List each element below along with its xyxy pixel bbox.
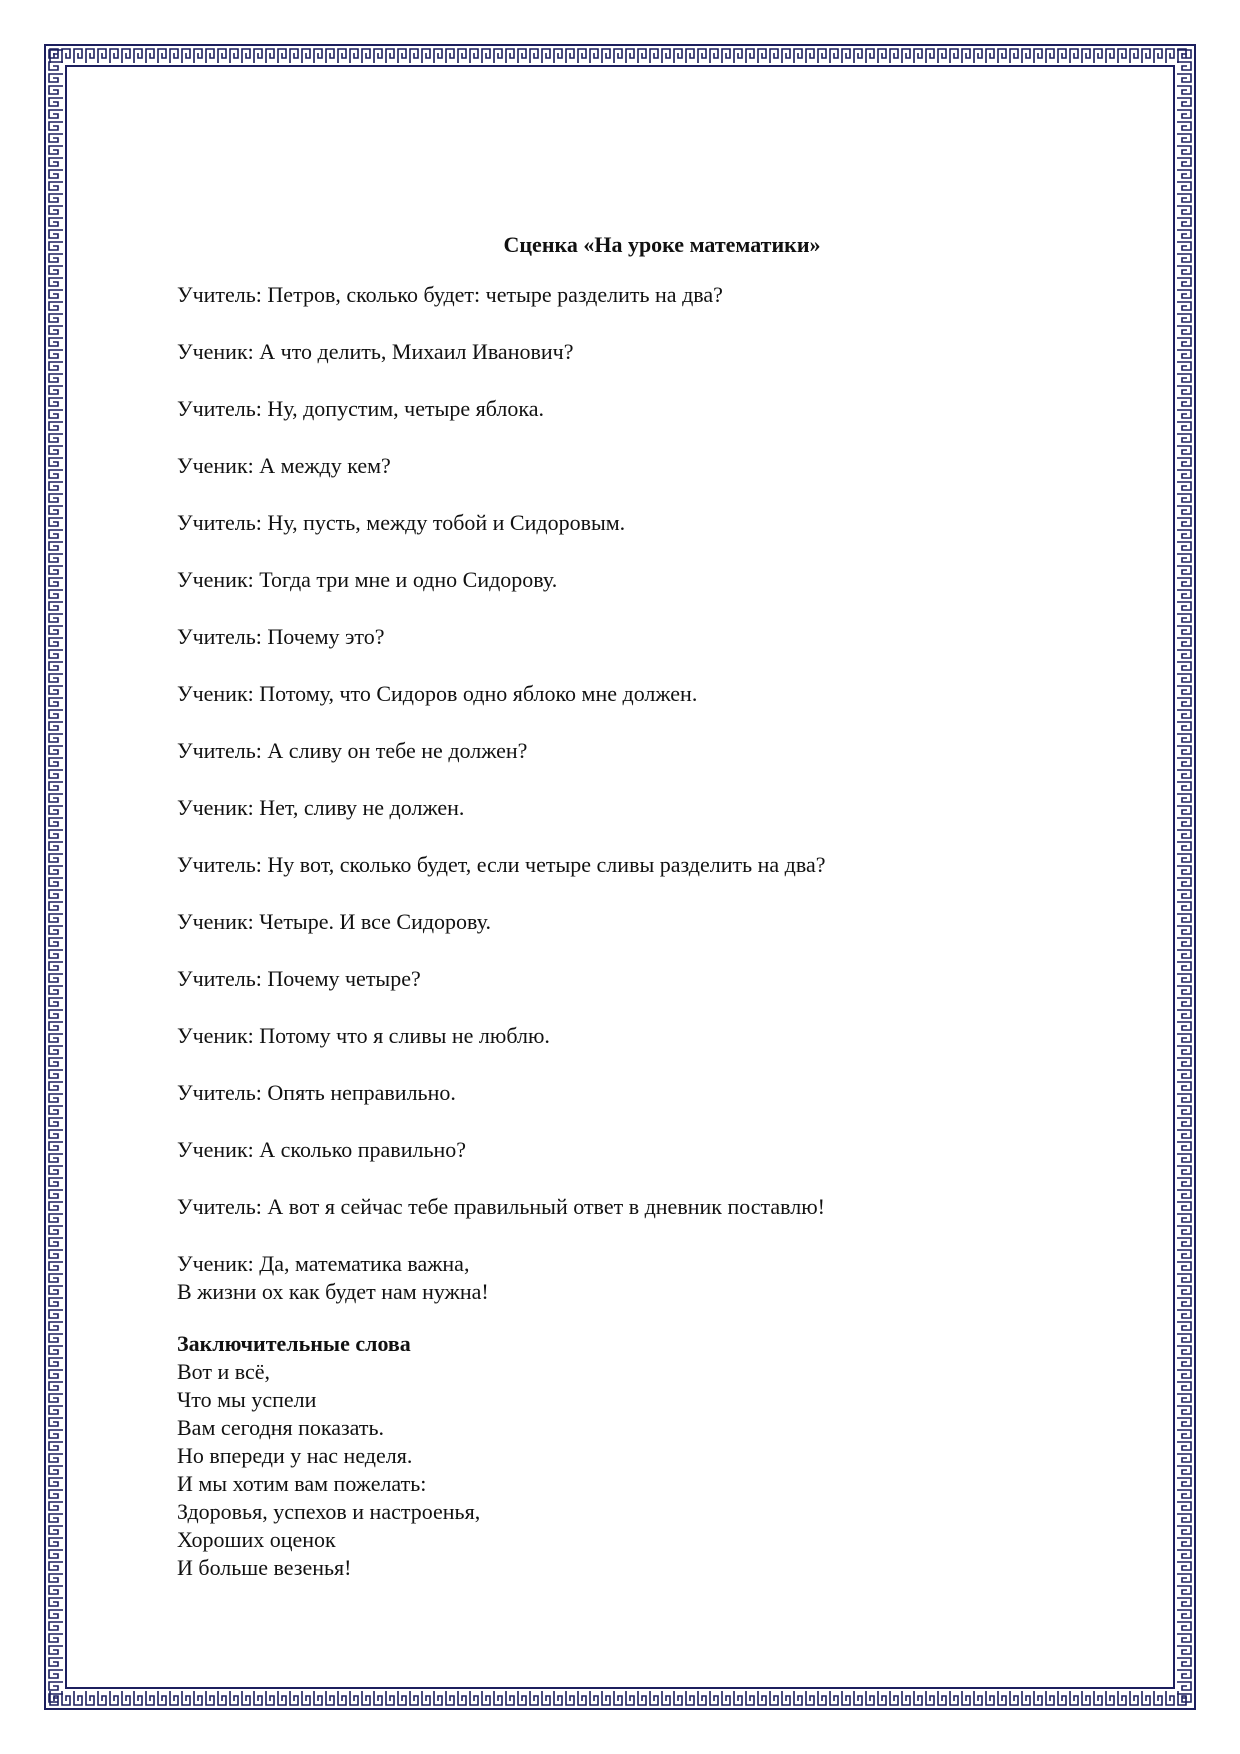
dialogue-line: Учитель: Петров, сколько будет: четыре разделить на два? bbox=[177, 282, 723, 307]
dialogue-line: Ученик: А сколько правильно? bbox=[177, 1137, 467, 1162]
closing-line: Но впереди у нас неделя. bbox=[177, 1443, 413, 1468]
dialogue-line: Учитель: Опять неправильно. bbox=[177, 1080, 456, 1105]
dialogue-line: Учитель: Почему четыре? bbox=[177, 966, 421, 991]
dialogue-line: Ученик: Тогда три мне и одно Сидорову. bbox=[177, 567, 558, 592]
closing-line: Вот и всё, bbox=[177, 1359, 271, 1384]
dialogue-list bbox=[177, 281, 1077, 1221]
page-content bbox=[177, 231, 1077, 1582]
dialogue-line: Ученик: А между кем? bbox=[177, 453, 391, 478]
dialogue-line: Учитель: А сливу он тебе не должен? bbox=[177, 738, 528, 763]
closing-line: Вам сегодня показать. bbox=[177, 1415, 385, 1440]
closing-line: И больше везенья! bbox=[177, 1555, 352, 1580]
closing-words bbox=[177, 1330, 1077, 1582]
dialogue-line: Ученик: Четыре. И все Сидорову. bbox=[177, 909, 491, 934]
dialogue-line: Учитель: Почему это? bbox=[177, 624, 385, 649]
page-title: Сценка «На уроке математики» bbox=[503, 232, 821, 257]
final-remark-line: В жизни ох как будет нам нужна! bbox=[177, 1279, 489, 1304]
closing-heading: Заключительные слова bbox=[177, 1331, 411, 1356]
closing-line: Хороших оценок bbox=[177, 1527, 336, 1552]
dialogue-line: Ученик: Нет, сливу не должен. bbox=[177, 795, 465, 820]
dialogue-line: Ученик: Потому что я сливы не люблю. bbox=[177, 1023, 550, 1048]
dialogue-line: Учитель: А вот я сейчас тебе правильный ответ в дневник поставлю! bbox=[177, 1194, 826, 1219]
final-remark bbox=[177, 1250, 1077, 1306]
dialogue-line: Учитель: Ну вот, сколько будет, если четыре сливы разделить на два? bbox=[177, 852, 826, 877]
dialogue-line: Учитель: Ну, допустим, четыре яблока. bbox=[177, 396, 544, 421]
closing-line: И мы хотим вам пожелать: bbox=[177, 1471, 427, 1496]
closing-line: Что мы успели bbox=[177, 1387, 317, 1412]
final-remark-line: Ученик: Да, математика важна, bbox=[177, 1251, 470, 1276]
dialogue-line: Ученик: Потому, что Сидоров одно яблоко мне должен. bbox=[177, 681, 698, 706]
dialogue-line: Учитель: Ну, пусть, между тобой и Сидоровым. bbox=[177, 510, 626, 535]
closing-line: Здоровья, успехов и настроенья, bbox=[177, 1499, 481, 1524]
dialogue-line: Ученик: А что делить, Михаил Иванович? bbox=[177, 339, 574, 364]
